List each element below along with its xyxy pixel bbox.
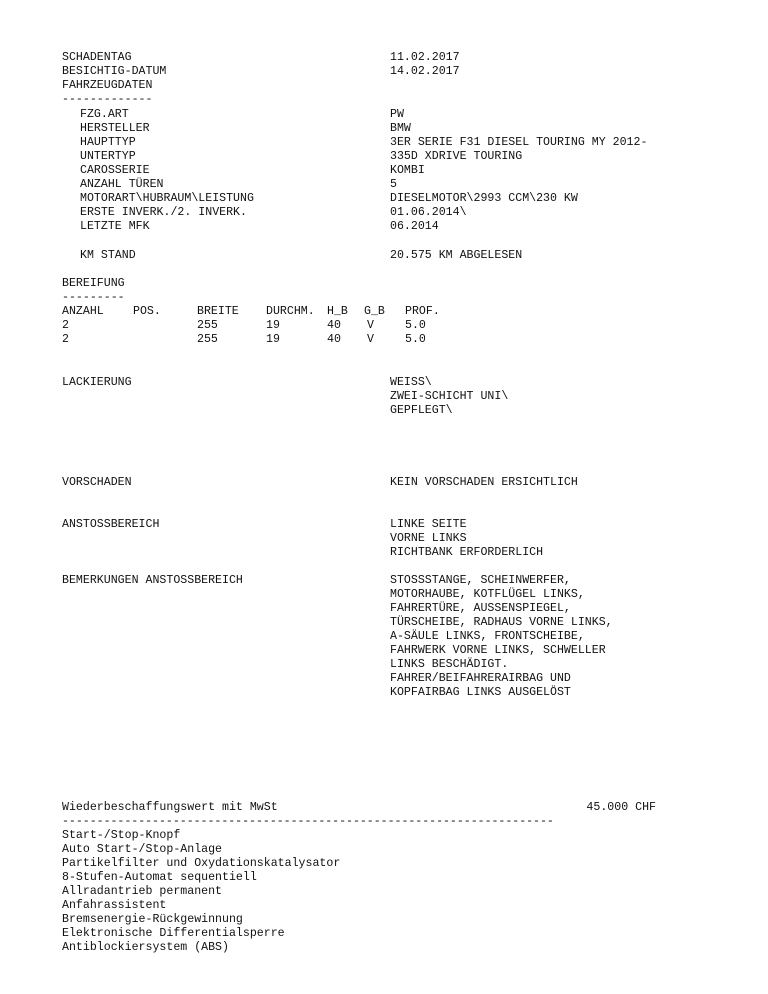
tire-header: G_B xyxy=(364,305,385,318)
vehicle-label: FZG.ART xyxy=(80,108,129,121)
wiederbeschaffung-label: Wiederbeschaffungswert mit MwSt xyxy=(62,801,278,814)
tire-header: DURCHM. xyxy=(266,305,315,318)
tire-header: POS. xyxy=(133,305,161,318)
vehicle-value: 335D XDRIVE TOURING xyxy=(390,150,523,163)
lackierung-label: LACKIERUNG xyxy=(62,376,132,389)
vehicle-label: CAROSSERIE xyxy=(80,164,150,177)
equipment-item: Start-/Stop-Knopf xyxy=(62,829,181,842)
vorschaden-label: VORSCHADEN xyxy=(62,476,132,489)
equipment-item: Auto Start-/Stop-Anlage xyxy=(62,843,223,856)
fahrzeugdaten-title: FAHRZEUGDATEN xyxy=(62,79,153,92)
tire-header: H_B xyxy=(327,305,348,318)
bemerkungen-label: BEMERKUNGEN ANSTOSSBEREICH xyxy=(62,574,243,587)
vehicle-value: DIESELMOTOR\2993 CCM\230 KW xyxy=(390,192,578,205)
tire-cell: 2 xyxy=(62,319,69,332)
vehicle-value: PW xyxy=(390,108,404,121)
bemerkungen-line: FAHRERTÜRE, AUSSENSPIEGEL, xyxy=(390,602,571,615)
wiederbeschaffung-value: 45.000 CHF xyxy=(586,801,656,814)
tire-cell: 5.0 xyxy=(405,319,426,332)
bemerkungen-line: FAHRER/BEIFAHRERAIRBAG UND xyxy=(390,672,571,685)
vehicle-value: 01.06.2014\ xyxy=(390,206,467,219)
besichtig-value: 14.02.2017 xyxy=(390,65,460,78)
tire-header: ANZAHL xyxy=(62,305,104,318)
tire-cell: 255 xyxy=(197,319,218,332)
wiederbeschaffung-rule: ----------------------------------------------------------------------- xyxy=(62,815,554,828)
bemerkungen-line: KOPFAIRBAG LINKS AUSGELÖST xyxy=(390,686,571,699)
vorschaden-value: KEIN VORSCHADEN ERSICHTLICH xyxy=(390,476,578,489)
bereifung-rule: --------- xyxy=(62,291,125,304)
bemerkungen-line: FAHRWERK VORNE LINKS, SCHWELLER xyxy=(390,644,606,657)
vehicle-label: ERSTE INVERK./2. INVERK. xyxy=(80,206,247,219)
tire-cell: 40 xyxy=(327,333,341,346)
lackierung-line: ZWEI-SCHICHT UNI\ xyxy=(390,390,509,403)
bereifung-title: BEREIFUNG xyxy=(62,277,125,290)
bemerkungen-line: LINKS BESCHÄDIGT. xyxy=(390,658,509,671)
anstoss-line: VORNE LINKS xyxy=(390,532,467,545)
km-value: 20.575 KM ABGELESEN xyxy=(390,249,523,262)
anstoss-line: LINKE SEITE xyxy=(390,518,467,531)
tire-cell: 19 xyxy=(266,319,280,332)
lackierung-line: WEISS\ xyxy=(390,376,432,389)
bemerkungen-line: TÜRSCHEIBE, RADHAUS VORNE LINKS, xyxy=(390,616,613,629)
km-label: KM STAND xyxy=(80,249,136,262)
vehicle-label: UNTERTYP xyxy=(80,150,136,163)
vehicle-label: HERSTELLER xyxy=(80,122,150,135)
tire-header: BREITE xyxy=(197,305,239,318)
equipment-item: Anfahrassistent xyxy=(62,899,167,912)
equipment-item: Antiblockiersystem (ABS) xyxy=(62,941,229,954)
lackierung-line: GEPFLEGT\ xyxy=(390,404,453,417)
vehicle-value: KOMBI xyxy=(390,164,425,177)
equipment-item: Bremsenergie-Rückgewinnung xyxy=(62,913,243,926)
vehicle-label: LETZTE MFK xyxy=(80,220,150,233)
equipment-item: Partikelfilter und Oxydationskatalysator xyxy=(62,857,341,870)
vehicle-value: BMW xyxy=(390,122,411,135)
tire-cell: V xyxy=(367,319,374,332)
vehicle-value: 5 xyxy=(390,178,397,191)
tire-cell: 5.0 xyxy=(405,333,426,346)
tire-cell: V xyxy=(367,333,374,346)
tire-cell: 40 xyxy=(327,319,341,332)
tire-cell: 19 xyxy=(266,333,280,346)
fahrzeugdaten-rule: ------------- xyxy=(62,93,153,106)
vehicle-value: 3ER SERIE F31 DIESEL TOURING MY 2012- xyxy=(390,136,648,149)
besichtig-label: BESICHTIG-DATUM xyxy=(62,65,167,78)
anstoss-label: ANSTOSSBEREICH xyxy=(62,518,160,531)
anstoss-line: RICHTBANK ERFORDERLICH xyxy=(390,546,544,559)
vehicle-label: HAUPTTYP xyxy=(80,136,136,149)
equipment-item: Allradantrieb permanent xyxy=(62,885,223,898)
tire-cell: 2 xyxy=(62,333,69,346)
tire-cell: 255 xyxy=(197,333,218,346)
vehicle-value: 06.2014 xyxy=(390,220,439,233)
equipment-item: Elektronische Differentialsperre xyxy=(62,927,285,940)
equipment-item: 8-Stufen-Automat sequentiell xyxy=(62,871,257,884)
bemerkungen-line: STOSSSTANGE, SCHEINWERFER, xyxy=(390,574,571,587)
schadentag-value: 11.02.2017 xyxy=(390,51,460,64)
vehicle-label: ANZAHL TÜREN xyxy=(80,178,164,191)
bemerkungen-line: A-SÄULE LINKS, FRONTSCHEIBE, xyxy=(390,630,585,643)
tire-header: PROF. xyxy=(405,305,440,318)
schadentag-label: SCHADENTAG xyxy=(62,51,132,64)
bemerkungen-line: MOTORHAUBE, KOTFLÜGEL LINKS, xyxy=(390,588,585,601)
vehicle-label: MOTORART\HUBRAUM\LEISTUNG xyxy=(80,192,254,205)
